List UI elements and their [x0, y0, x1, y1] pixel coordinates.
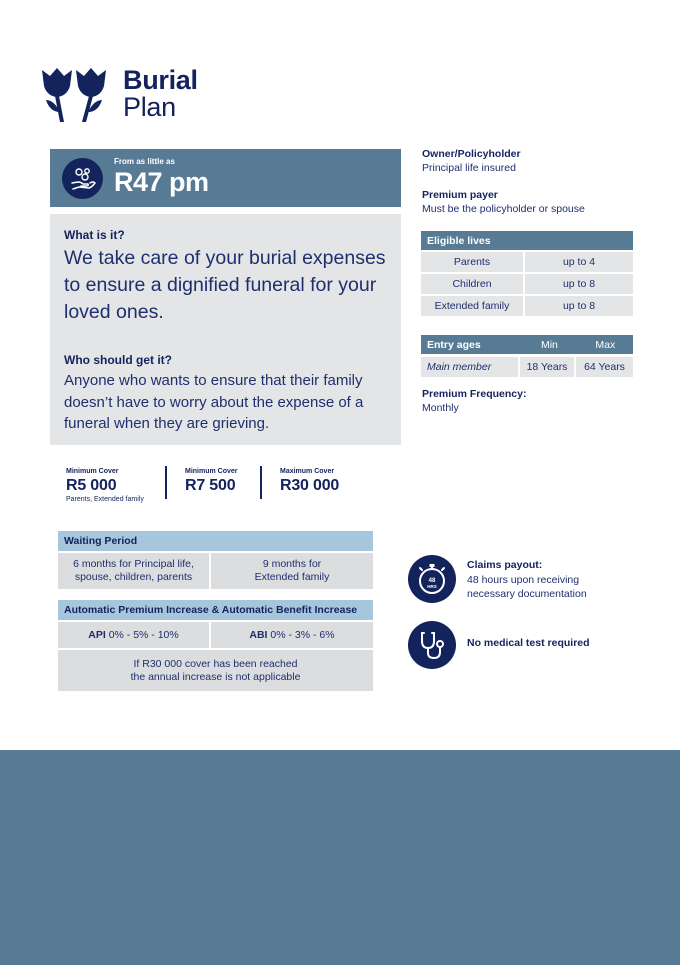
claims-heading: Claims payout: [467, 559, 543, 571]
cover-value: R7 500 [185, 477, 236, 494]
eligible-who: Children [421, 274, 523, 294]
owner-heading: Owner/Policyholder [422, 148, 521, 160]
cover-note: Parents, Extended family [66, 496, 144, 503]
price-banner [50, 149, 401, 207]
increase-heading: Automatic Premium Increase & Automatic Benefit Increase [58, 600, 373, 620]
who-heading: Who should get it? [64, 353, 172, 367]
what-heading: What is it? [64, 228, 125, 242]
hand-coins-icon [62, 158, 103, 199]
who-text: Anyone who wants to ensure that their family doesn’t have to worry about the expense of a funeral when they are grieving. [64, 372, 364, 432]
eligible-value: up to 8 [525, 274, 633, 294]
medical-text: No medical test required [467, 637, 590, 649]
stethoscope-icon [408, 621, 456, 669]
cover-label: Minimum Cover [185, 468, 238, 475]
entry-max: 64 Years [576, 357, 633, 377]
tulip-flowers-icon [40, 66, 108, 124]
waiting-extended: 9 months for Extended family [211, 553, 373, 589]
cover-label: Minimum Cover [66, 468, 119, 475]
price-value: R47 pm [114, 167, 209, 197]
waiting-principal: 6 months for Principal life, spouse, children, parents [58, 553, 209, 589]
cover-max [280, 468, 339, 495]
entry-header-row [421, 335, 633, 354]
cover-value: R5 000 [66, 477, 117, 494]
abi-values: 0% - 3% - 6% [267, 628, 335, 641]
increase-note: If R30 000 cover has been reached the annual increase is not applicable [58, 650, 373, 691]
eligible-value: up to 8 [525, 296, 633, 316]
price-from-label: From as little as [114, 157, 175, 166]
api-values: 0% - 5% - 10% [105, 628, 179, 641]
entry-min: 18 Years [520, 357, 574, 377]
entry-min-label: Min [540, 338, 558, 351]
api-cell [58, 622, 209, 648]
divider [260, 466, 262, 499]
svg-text:HRS: HRS [427, 584, 437, 589]
cover-min [185, 468, 238, 495]
abi-label: ABI [249, 628, 268, 641]
svg-text:48: 48 [428, 578, 436, 584]
logo-title: Burial [123, 65, 198, 95]
divider [165, 466, 167, 499]
payer-text: Must be the policyholder or spouse [422, 203, 585, 215]
cover-value: R30 000 [280, 477, 340, 494]
logo-subtitle: Plan [123, 92, 176, 122]
entry-heading: Entry ages [427, 338, 481, 351]
frequency-text: Monthly [422, 402, 459, 414]
abi-cell [211, 622, 373, 648]
entry-row-label: Main member [421, 357, 518, 377]
payer-heading: Premium payer [422, 189, 498, 201]
cover-min-parents [66, 468, 144, 503]
cover-label: Maximum Cover [280, 468, 335, 475]
frequency-heading: Premium Frequency: [422, 388, 527, 400]
about-box [50, 214, 401, 445]
stopwatch-48hrs-icon [408, 555, 456, 603]
api-label: API [88, 628, 106, 641]
claims-text: 48 hours upon receiving necessary documentation [467, 574, 587, 600]
what-text: We take care of your burial expenses to ensure a dignified funeral for your loved ones. [64, 247, 386, 323]
waiting-heading: Waiting Period [58, 531, 373, 551]
owner-text: Principal life insured [422, 162, 516, 174]
footer-band [0, 750, 680, 965]
eligible-who: Extended family [421, 296, 523, 316]
eligible-heading: Eligible lives [421, 231, 633, 250]
eligible-value: up to 4 [525, 252, 633, 272]
entry-max-label: Max [595, 338, 616, 351]
eligible-who: Parents [421, 252, 523, 272]
